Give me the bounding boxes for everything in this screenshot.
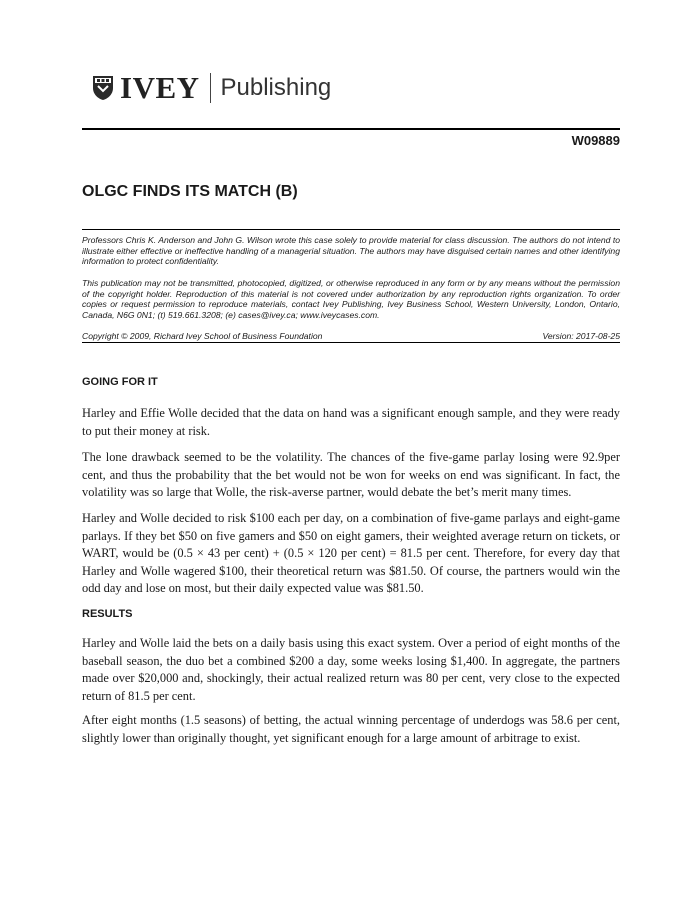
copyright-text: Copyright © 2009, Richard Ivey School of Business Foundation: [82, 331, 323, 341]
section-heading: GOING FOR IT: [82, 376, 158, 388]
paragraph: Harley and Wolle laid the bets on a daily basis using this exact system. Over a period of eight months of the baseball season, the duo bet a combined $200 a day, some weeks losing $1,400. In aggregate, the partners made over $20,000 and, shockingly, their actual realized return was 80 per cent, very close to the expected return of 81.5 per cent.: [82, 636, 620, 703]
paragraph: The lone drawback seemed to be the volatility. The chances of the five-game parlay losing were 92.9per cent, and thus the probability that the bet would not be won for weeks on end was significant. In fact, the volatility was so large that Wolle, the risk-averse partner, would debate the bet’s merit many times.: [82, 450, 620, 500]
version-text: Version: 2017-08-25: [542, 331, 620, 341]
disclaimer-bottom-rule: [82, 342, 620, 343]
case-number: W09889: [571, 133, 620, 148]
section-heading: RESULTS: [82, 608, 133, 620]
authors-note: Professors Chris K. Anderson and John G. Wilson wrote this case solely to provide material for class discussion. The authors do not intend to illustrate either effective or ineffective handling of a managerial situation. The authors may have disguised certain names and other identifying information to protect confidentiality.: [82, 235, 620, 266]
header-rule: [82, 128, 620, 130]
case-title: OLGC FINDS ITS MATCH (B): [82, 183, 298, 200]
publisher-label: Publishing: [220, 74, 332, 101]
brand-name: IVEY: [120, 70, 200, 105]
publisher-logo: [92, 68, 331, 108]
paragraph: Harley and Wolle decided to risk $100 each per day, on a combination of five-game parlays and eight-game parlays. If they bet $50 on five gamers and $50 on eight gamers, their weighted average return on tickets, or WART, would be (0.5 × 43 per cent) + (0.5 × 120 per cent) = 81.5 per cent. Therefore, for every day that Harley and Wolle wagered $100, their theoretical return was $81.50. Of course, the partners would win the odd day and lose on most, but their daily expected value was $81.50.: [82, 511, 620, 596]
disclaimer-top-rule: [82, 229, 620, 230]
copyright-row: [82, 331, 620, 341]
ivey-crest-icon: [92, 75, 114, 101]
permissions-note: This publication may not be transmitted, photocopied, digitized, or otherwise reproduced in any form or by any means without the permission of the copyright holder. Reproduction of this material is not covered under authorization by any reproduction rights organization. To order copies or request permission to reproduce materials, contact Ivey Publishing, Ivey Business School, Western University, London, Ontario, Canada, N6G 0N1; (t) 519.661.3208; (e) cases@ivey.ca; www.iveycases.com.: [82, 278, 620, 320]
paragraph: After eight months (1.5 seasons) of betting, the actual winning percentage of underdogs was 58.6 per cent, slightly lower than originally thought, yet significant enough for a large amount of arbitrage to exist.: [82, 713, 620, 745]
paragraph: Harley and Effie Wolle decided that the data on hand was a significant enough sample, and they were ready to put their money at risk.: [82, 406, 620, 438]
logo-divider: [210, 73, 211, 103]
